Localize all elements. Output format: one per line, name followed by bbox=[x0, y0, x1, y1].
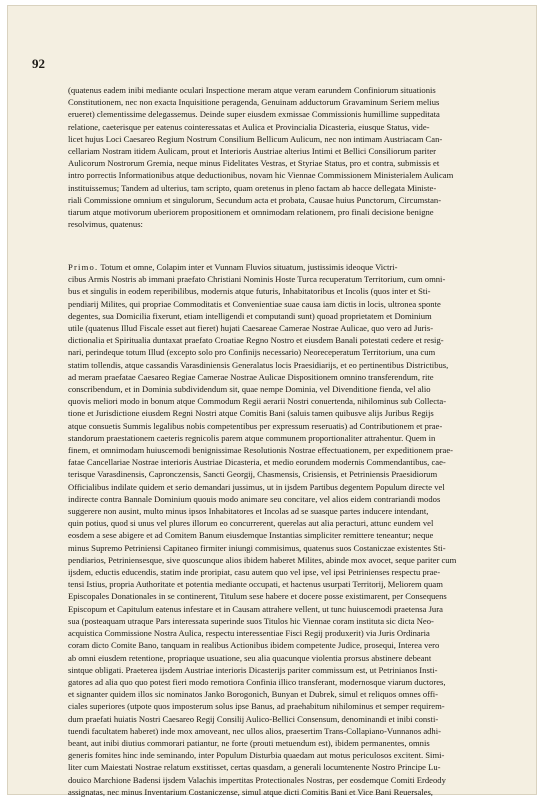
paragraph-line: liter cum Maiestati Nostrae relatum exstitisset, certas quasdam, a generali locumtenente Nostro Principe Lu- bbox=[68, 762, 441, 773]
paragraph-line: pendiarij Milites, qui propriae Commoditatis et Convenientiae suae causa iam dictis in locis, ultronea sponte bbox=[68, 298, 441, 309]
paragraph-line: standorum praestationem caeteris regnicolis parem atque communem proportionaliter attrahentur. Quem in bbox=[68, 432, 436, 443]
paragraph-line: eosdem a sese abigere et ad Comitem Banum eiusdemque Instantias simpliciter remittere teneantur; neque bbox=[68, 530, 434, 541]
paragraph-line: degentes, sua Domicilia fixerunt, etiam intelligendi et computandi sunt) quoad proprietatem et Dominium bbox=[68, 310, 432, 321]
paragraph-line: minus Supremo Petriniensi Capitaneo firmiter iniungi commisimus, quatenus suos Costaniczae existentes Sti- bbox=[68, 542, 446, 553]
section-lead: Primo. bbox=[68, 262, 99, 272]
paragraph-line: suggerere non ausint, multo minus ipsos Inhabitatores et Incolas ad se suasque partes inducere intendant, bbox=[68, 506, 429, 517]
paragraph-line: resolvimus, quatenus: bbox=[68, 219, 143, 230]
paragraph-line: cibus Armis Nostris ab immani praefato Christiani Nominis Hoste Turca recuperatum Territorium, cum omni- bbox=[68, 274, 446, 285]
paragraph-line: ijsdem, eductis educendis, statim inde proripiat, casu autem quo vel ipse, vel ipsi Petrinienses respectu prae- bbox=[68, 567, 441, 578]
paragraph-line: ab omni eiusdem retentione, propriaque usuatione, seu alia quacunque violentia prorsus abstinere debeant bbox=[68, 652, 432, 663]
paragraph-line: tuendi facultatem haberet) inde mox amoveant, nec ullos alios, praesertim Trans-Collapiano-Vunnanos adhi- bbox=[68, 725, 441, 736]
paragraph-line: nari, perindeque totum Illud (excepto solo pro Confinijs necessario) Neoreceperatum Territorium, una cum bbox=[68, 347, 436, 358]
paragraph-line bbox=[68, 261, 503, 273]
paragraph-line: conscribendum, et in Dominia subdividendum sit, quae nempe Dominia, vel Divenditione fienda, vel alio bbox=[68, 384, 431, 395]
paragraph-line: utile (quatenus Illud Fiscale esset aut fieret) hujati Caesareae Camerae Nostrae Aulicae, quo vero ad Juris- bbox=[68, 323, 434, 334]
paragraph-line: coram dicto Comite Bano, tanquam in realibus Actionibus ibidem competente Judice, prosequi, Interea vero bbox=[68, 640, 440, 651]
paragraph-line: statim tollendis, atque cassandis Varasdiniensis Generalatus locis Praesidiarijs, et eo pertinentibus Districtibus, bbox=[68, 359, 449, 370]
paragraph-line: cellariam Nostram itidem Aulicam, prout et Interioris Austriae alterius Intimi et Bellici Consiliorum pariter bbox=[68, 146, 437, 157]
paragraph-line: assignatas, nec minus Inventarium Costaniczense, simul atque dicti Comitis Bani et Vice Bani Reuersales, bbox=[68, 786, 433, 797]
paragraph-line: erueret) clementissime delegassemus. Deinde super eiusdem exmissae Commissionis humillime suppeditata bbox=[68, 109, 440, 120]
paragraph-line: (quatenus eadem inibi mediante oculari Inspectione meram atque veram earundem Confiniorum situationis bbox=[68, 85, 436, 95]
paragraph-line: licet hujus Loci Caesareo Regium Nostrum Consilium Bellicum Aulicum, nec non intimam Austriacam Can- bbox=[68, 133, 443, 144]
paragraph-line: dum praefati huiatis Nostri Caesareo Regij Consilij Aulico-Bellici Consensum, denominandi et inibi consti- bbox=[68, 713, 439, 724]
paragraph-line: Constitutionem, nec non exacta Inquisitione peragenda, Genuinam adductorum Gravaminum Seriem melius bbox=[68, 97, 440, 108]
document-page bbox=[8, 6, 536, 797]
paragraph-line: ciales superiores (utpote quos imposterum solus ipse Banus, ad praehabitum nihilominus et semper requirem- bbox=[68, 701, 445, 712]
paragraph-primo bbox=[68, 261, 503, 798]
paragraph-line: acquistica Commissione Nostra Aulica, respectu interessentiae Fisci Regij produxerit) via Juris Ordinaria bbox=[68, 628, 430, 639]
paragraph-line: terisque Varasdinensis, Capronczensis, Sancti Georgij, Chasmensis, Crisiensis, et Petriniensis Praesidiorum bbox=[68, 469, 438, 480]
paragraph-line: Episcopales Donationales in se continerent, Titulum sese habere et docere posse existimarent, per Consequens bbox=[68, 591, 447, 602]
paragraph-line: atque consuetis Summis legalibus nobis competentibus per expressum reseruatis) ad Contributionem et prae- bbox=[68, 420, 443, 431]
paragraph-line: relatione, caeterisque per eatenus cointeressatas et Aulica et Provincialia Dicasteria, eiusque Status, vide- bbox=[68, 121, 430, 132]
paragraph-line: fatae Cancellariae Nostrae interioris Austriae Dicasteria, et medio eorundem modernis Commendantibus, cae- bbox=[68, 457, 446, 468]
paragraph-line: intro porrectis Informationibus atque deductionibus, novam hic Viennae Commissionem Ministerialem Aulicam bbox=[68, 170, 454, 181]
paragraph-line: dictionalia et Spiritualia duntaxat praefato Croatiae Regno Nostro et eiusdem Banali potestati cedere et resig- bbox=[68, 335, 444, 346]
paragraph-line: sintque obligati. Praeterea ijsdem Austriae interioris Dicasterijs pariter commissum est, ut Petrinianos Insti- bbox=[68, 664, 438, 675]
paragraph-line: gatores ad alia quo quo potest fieri modo remotiora Confinia illico transferant, modernosque viarum ductores, bbox=[68, 676, 446, 687]
paragraph-line: indirecte contra Bannale Dominium quouis modo animare seu concitare, vel alios eidem contrariandi modos bbox=[68, 493, 441, 504]
paragraph-line: pendiarios, Petriniensesque, sive quoscunque alios ibidem haberet Milites, abinde mox avocet, seque pariter cum bbox=[68, 554, 457, 565]
paragraph-line: riali Commissione omnium et singulorum, Secundum acta et probata, Causae huius Punctorum, Circumstan- bbox=[68, 194, 442, 205]
paragraph-line: et signanter quidem illos sic nominatos Janko Borogonich, Bunyan et Dubrek, simul et reliquos omnes offi- bbox=[68, 689, 439, 700]
paragraph-first-line-text: Totum et omne, Colapim inter et Vunnam Fluvios situatum, justissimis ideoque Victri- bbox=[98, 262, 398, 272]
paragraph-line: Episcopum et Capitulum eatenus infestare et in Causam attrahere vellent, ut tunc huiuscemodi praetensa Jura bbox=[68, 603, 443, 614]
paragraph-line: tensi Istius, propria Authoritate et potentia mediante occupati, et hactenus usurpati Territorij, Meliorem quam bbox=[68, 579, 443, 590]
paragraph-line: Aulicorum Nostrorum Gremia, neque minus Fidelitates Vestras, et Styriae Status, pro et contra, submissis et bbox=[68, 158, 440, 169]
paragraph-line: quovis meliori modo in bonum atque Commodum Regii aerarii Nostri conuertenda, nihilominus sub Collecta- bbox=[68, 396, 447, 407]
paragraph-line: douico Marchione Badensi ijsdem Valachis impertitas Protectionales Nostras, per eosdemque Comiti Erdeody bbox=[68, 774, 446, 785]
paragraph-line: instituissemus; Tandem ad ulterius, tam scripto, quam oretenus in pleno factam ab hacce dellegata Ministe- bbox=[68, 182, 437, 193]
paragraph-line: ad meram praefatae Caesareo Regiae Camerae Nostrae Aulicae Dispositionem omnino transferendum, rite bbox=[68, 371, 434, 382]
paragraph-line: tiarum atque motivorum uberiorem propositionem et omnimodam relationem, pro finali decisione benigne bbox=[68, 207, 434, 218]
paragraph-line: tione et Jurisdictione eiusdem Regni Nostri atque Comitis Bani (saluis tamen quibusve alijs Juribus Regijs bbox=[68, 408, 434, 419]
paragraph-line: quin potius, quod si unus vel plures illorum eo concurrerent, querelas aut alia peracturi, attunc eundem vel bbox=[68, 518, 434, 529]
paragraph-line: sua (posteaquam utraque Pars interessata superinde suos Titulos hic Viennae coram instituta sic dicta Neo- bbox=[68, 615, 434, 626]
paragraph-line: Officialibus indilate quidem et serio demandari jussimus, ut in ijsdem Partibus degentem Populum directe vel bbox=[68, 481, 445, 492]
paragraph-line: finem, et omnimodam huiuscemodi benignissimae Resolutionis Nostrae effectuationem, per expeditionem prae- bbox=[68, 445, 454, 456]
paragraph-line: beant, aut inibi diutius commorari patiantur, ne forte (prouti metuendum est), ibidem permanentes, omnis bbox=[68, 737, 430, 748]
paragraph-line: generis fomites hinc inde seminando, inter Populum Disturbia quaedam aut motus periculosos excitent. Simi- bbox=[68, 750, 445, 761]
paragraph-line: bus et singulis in eodem reperibilibus, modernis atque futuris, Inhabitatoribus et Incolis (quos inter et Sti- bbox=[68, 286, 431, 297]
paragraph-preamble bbox=[68, 84, 503, 230]
page-number: 92 bbox=[32, 56, 45, 71]
